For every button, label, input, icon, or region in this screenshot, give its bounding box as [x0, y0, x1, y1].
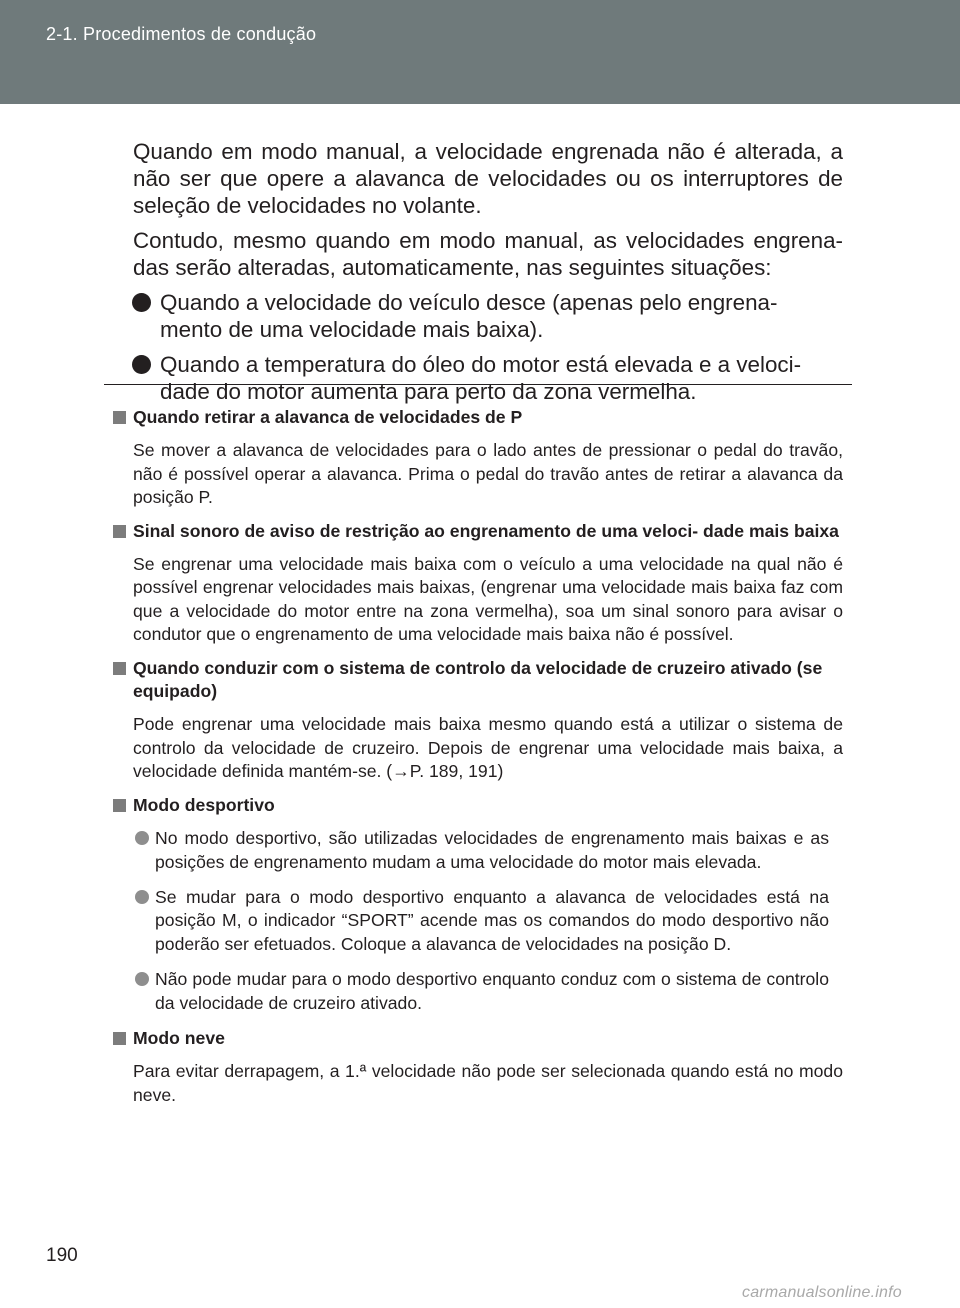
note-block	[113, 1027, 843, 1107]
bullet-text: Quando a temperatura do óleo do motor está elevada e a veloci- dade do motor aumenta para perto da zona vermelha.	[160, 352, 802, 404]
bullet-item	[133, 289, 843, 343]
note-list-text: No modo desportivo, são utilizadas velocidades de engrenamento mais baixas e as posições de engrenamento mudam a uma velocidade do motor mais elevada.	[155, 828, 829, 872]
page-number: 190	[46, 1245, 78, 1266]
note-body: Se mover a alavanca de velocidades para o lado antes de pressionar o pedal do travão, não é possível operar a alavanca. Prima o pedal do travão antes de retirar a alavanca da posição P.	[133, 440, 843, 508]
note-body: Se engrenar uma velocidade mais baixa com o veículo a uma velocidade na qual não é possível engrenar velocidades mais baixas, (engrenar uma velocidade mais baixa faz com que a velocidade do motor entre na zona vermelha), soa um sinal sonoro para avisar o condutor que o engrenamento de uma velocidade mais baixa não é possível.	[133, 554, 843, 645]
note-list-item	[113, 886, 843, 956]
note-block	[113, 657, 843, 784]
note-heading	[113, 794, 843, 817]
intro-paragraph: Contudo, mesmo quando em modo manual, as velocidades engrena- das serão alteradas, automaticamente, nas seguintes situações:	[133, 228, 843, 280]
note-heading	[113, 406, 843, 429]
section-title: 2-1. Procedimentos de condução	[46, 24, 317, 44]
square-bullet-icon	[113, 411, 126, 424]
bullet-dot-icon	[132, 355, 151, 374]
section-divider	[104, 384, 852, 385]
square-bullet-icon	[113, 1032, 126, 1045]
note-title: Quando retirar a alavanca de velocidades de P	[133, 407, 523, 427]
square-bullet-icon	[113, 525, 126, 538]
bullet-text: Quando a velocidade do veículo desce (apenas pelo engrena- mento de uma velocidade mais baixa).	[160, 290, 778, 342]
square-bullet-icon	[113, 662, 126, 675]
page-header	[0, 0, 960, 104]
note-block	[113, 520, 843, 647]
note-heading	[113, 657, 843, 704]
bullet-dot-icon	[132, 293, 151, 312]
note-list-text: Se mudar para o modo desportivo enquanto a alavanca de velocidades está na posição M, o indicador “SPORT” acende mas os comandos do modo desportivo não poderão ser efetuados. Coloque a alavanca de velocidades na posição D.	[155, 886, 829, 954]
note-heading	[113, 520, 843, 543]
note-title: Modo desportivo	[133, 794, 275, 815]
note-block	[113, 406, 843, 510]
note-title: Quando conduzir com o sistema de controlo da velocidade de cruzeiro ativado (se equipado)	[133, 657, 823, 702]
note-list-item	[113, 968, 843, 1015]
square-bullet-icon	[113, 799, 126, 812]
bullet-dot-icon	[135, 890, 149, 904]
intro-text	[133, 138, 843, 413]
note-title: Sinal sonoro de aviso de restrição ao engrenamento de uma veloci- dade mais baixa	[133, 520, 839, 541]
note-body: Para evitar derrapagem, a 1.ª velocidade não pode ser selecionada quando está no modo neve.	[133, 1061, 843, 1105]
notes-section	[113, 406, 843, 1117]
bullet-dot-icon	[135, 831, 149, 845]
intro-paragraph: Quando em modo manual, a velocidade engrenada não é alterada, a não ser que opere a alavanca de velocidades ou os interruptores de seleção de velocidades no volante.	[133, 139, 843, 218]
note-body: Pode engrenar uma velocidade mais baixa mesmo quando está a utilizar o sistema de controlo da velocidade de cruzeiro. Depois de engrenar uma velocidade mais baixa, a velocidade definida mantém-se. (→P. 189, 191)	[133, 714, 843, 782]
note-heading	[113, 1027, 843, 1050]
note-block	[113, 794, 843, 1015]
watermark: carmanualsonline.info	[742, 1284, 902, 1301]
note-list-item	[113, 827, 843, 874]
bullet-item	[133, 351, 843, 405]
note-title: Modo neve	[133, 1027, 225, 1048]
bullet-dot-icon	[135, 972, 149, 986]
note-list-text: Não pode mudar para o modo desportivo enquanto conduz com o sistema de controlo da velocidade de cruzeiro ativado.	[155, 969, 829, 1013]
